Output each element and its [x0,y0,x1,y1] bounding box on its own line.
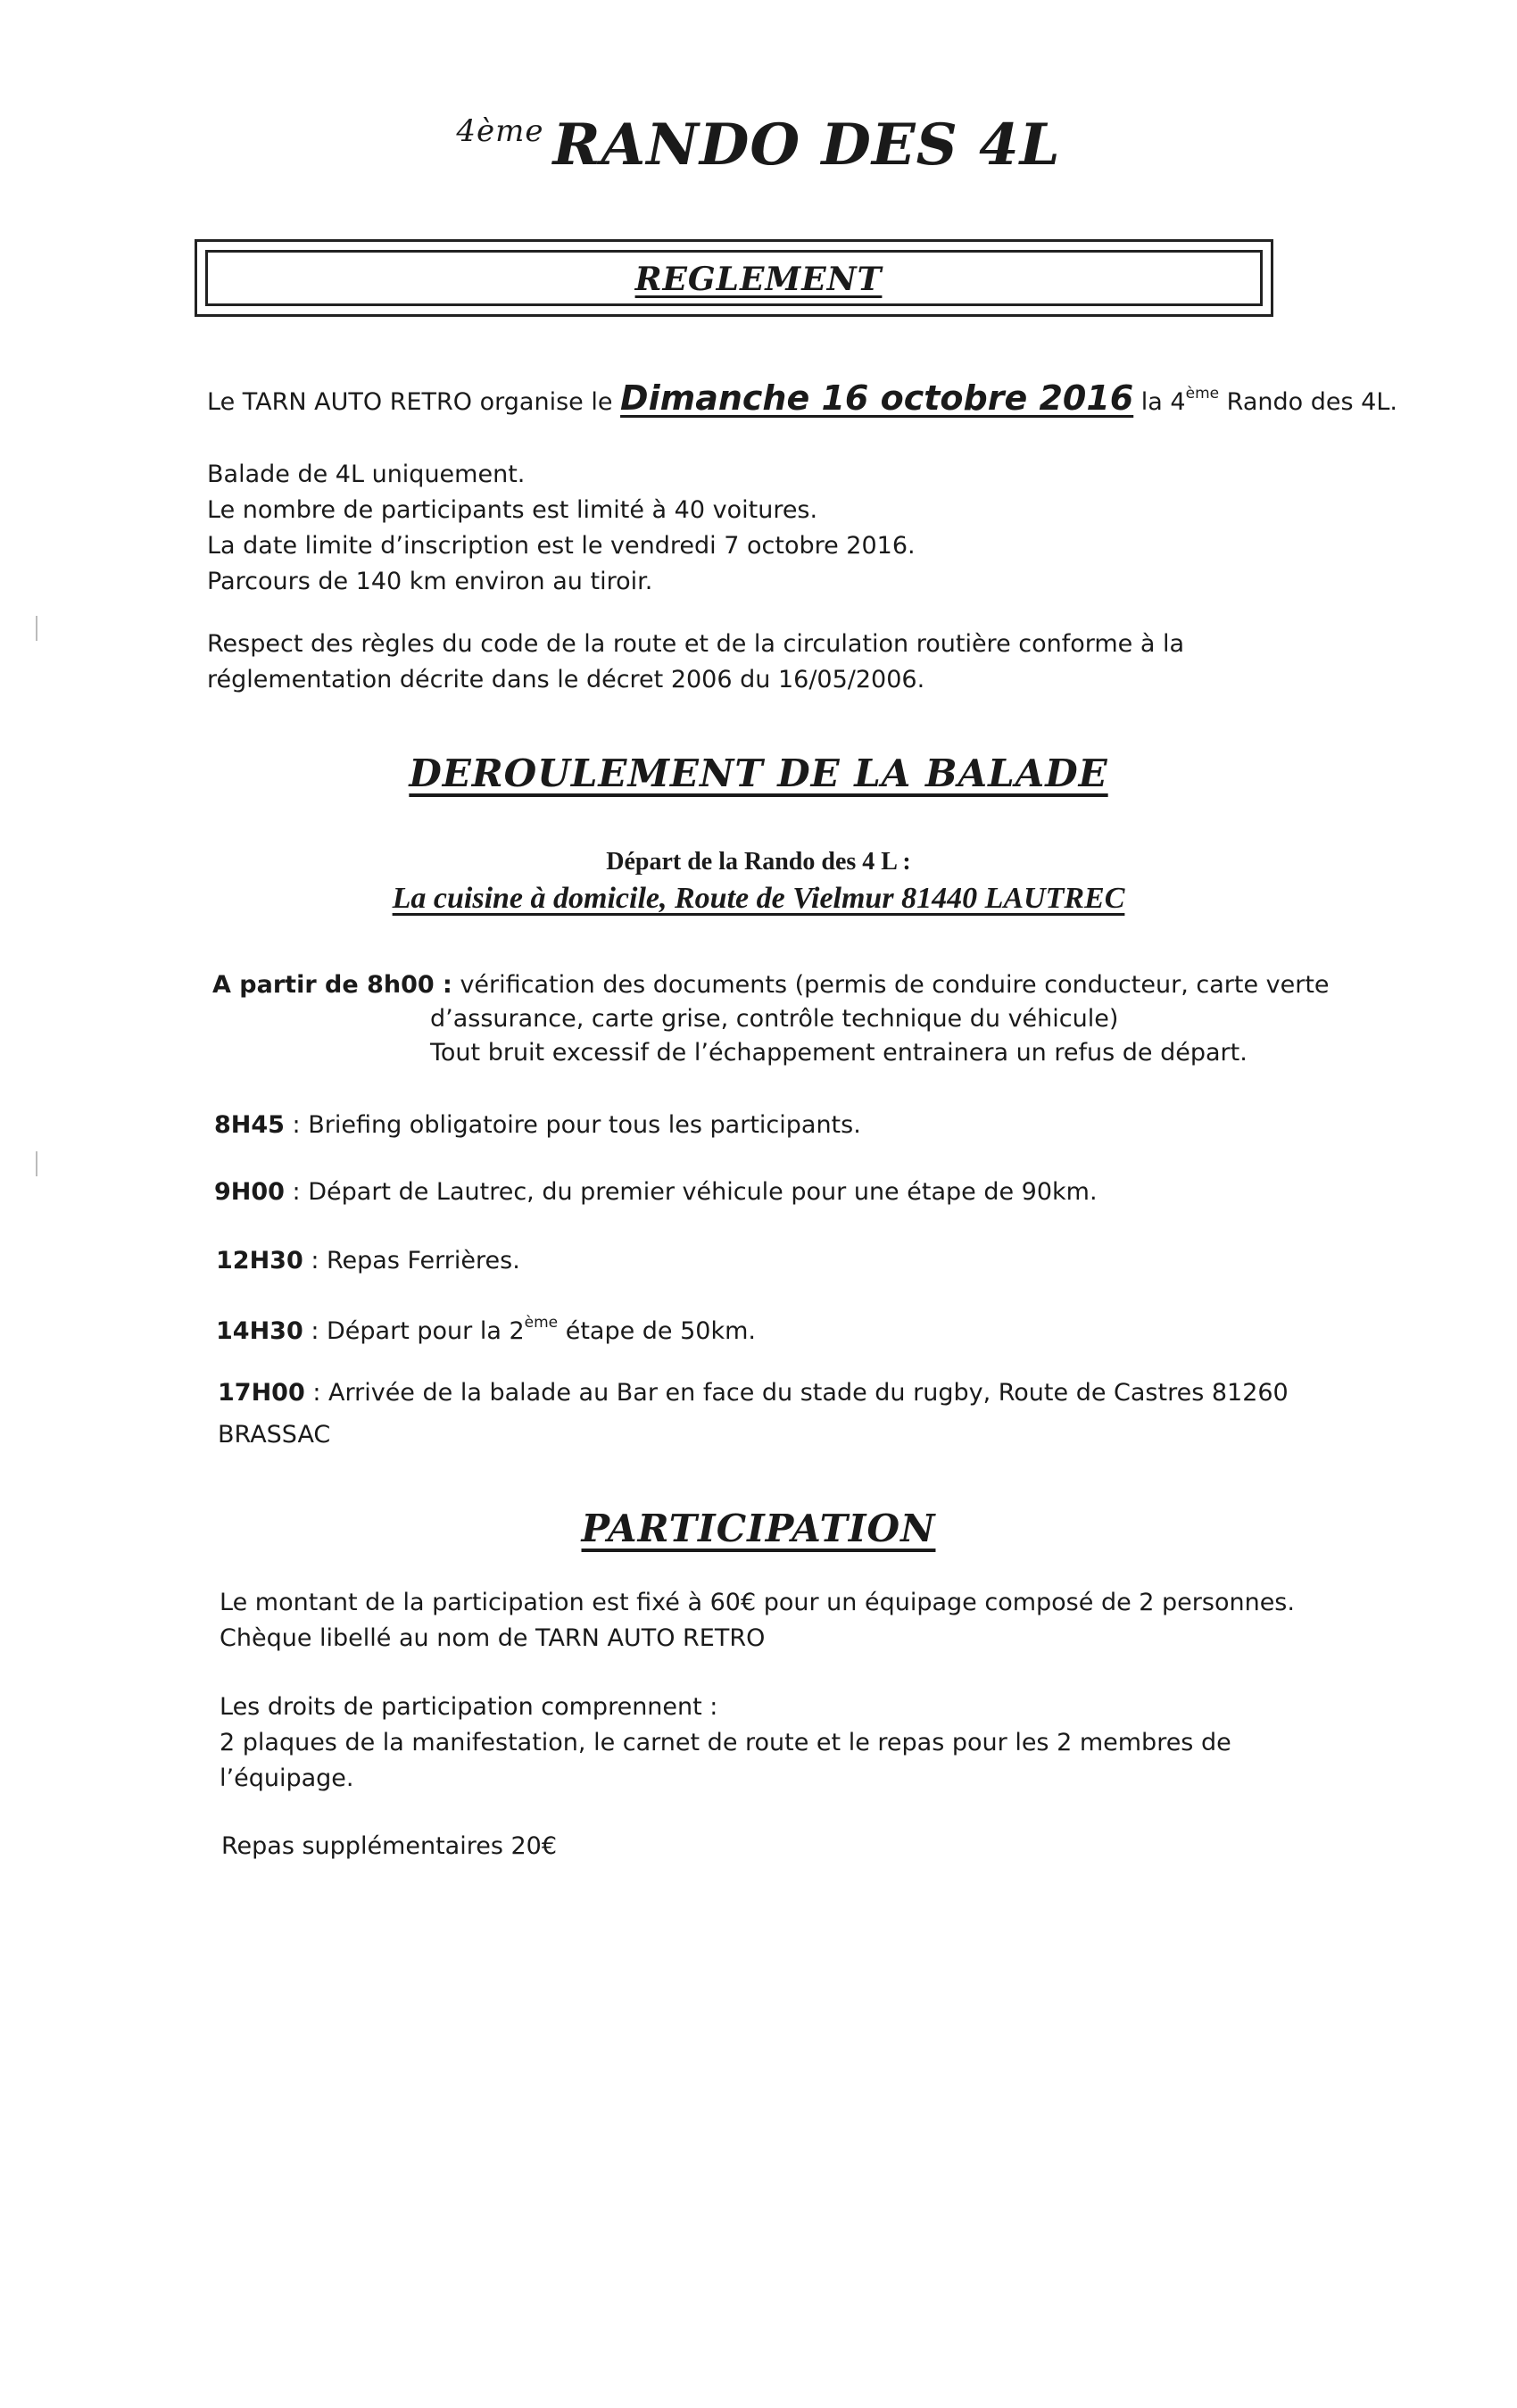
participation-line: Chèque libellé au nom de TARN AUTO RETRO [220,1624,766,1652]
scan-mark [36,616,37,641]
schedule-text: : Arrivée de la balade au Bar en face du stade du rugby, Route de Castres 81260 [304,1379,1289,1407]
section-deroulement: DEROULEMENT DE LA BALADE [409,751,1108,795]
depart-heading: Départ de la Rando des 4 L : [606,848,911,876]
schedule-text: : Briefing obligatoire pour tous les participants. [284,1111,861,1139]
respect-line: Respect des règles du code de la route et de la circulation routière conforme à la [207,630,1185,658]
schedule-first-line3: Tout bruit excessif de l’échappement entrainera un refus de départ. [430,1039,1248,1067]
schedule-time: 8H45 [214,1111,285,1139]
intro-before: Le TARN AUTO RETRO organise le [207,388,621,416]
schedule-text: étape de 50km. [558,1317,756,1345]
schedule-item [214,1111,861,1139]
schedule-time: 17H00 [218,1379,305,1407]
schedule-first-line2: d’assurance, carte grise, contrôle technique du véhicule) [430,1005,1119,1033]
participation-line: 2 plaques de la manifestation, le carnet de route et le repas pour les 2 membres de [220,1729,1231,1756]
schedule-text: : Départ de Lautrec, du premier véhicule pour une étape de 90km. [284,1178,1098,1206]
page-title [0,112,1517,179]
rule-line: Le nombre de participants est limité à 40 voitures. [207,496,818,524]
participation-line: Le montant de la participation est fixé à 60€ pour un équipage composé de 2 personnes. [220,1589,1295,1616]
title-prefix: 4 [456,113,477,149]
section-participation: PARTICIPATION [581,1507,936,1550]
schedule-time: 14H30 [216,1317,303,1345]
event-date: Dimanche 16 octobre 2016 [620,378,1134,418]
schedule-item [216,1247,520,1275]
schedule-arrivee-line2: BRASSAC [218,1421,331,1449]
schedule-item [216,1314,756,1345]
depart-address: La cuisine à domicile, Route de Vielmur 81440 LAUTREC [392,882,1125,915]
participation-line: Repas supplémentaires 20€ [221,1832,558,1860]
intro-after-2: Rando des 4L. [1219,388,1397,416]
participation-line: Les droits de participation comprennent : [220,1693,718,1721]
rule-line: La date limite d’inscription est le vendredi 7 octobre 2016. [207,532,916,560]
rule-line: Parcours de 140 km environ au tiroir. [207,568,653,595]
scan-mark [36,1151,37,1176]
schedule-text: : Départ pour la 2 [303,1317,525,1345]
reglement-heading: REGLEMENT [634,261,883,298]
schedule-text: : Repas Ferrières. [303,1247,520,1275]
schedule-time: A partir de 8h00 : [212,971,452,999]
respect-line: réglementation décrite dans le décret 2006 du 16/05/2006. [207,666,925,693]
title-sup: ème [476,113,544,149]
schedule-first-line [212,971,1330,999]
schedule-item [214,1178,1098,1206]
intro-after-1: la 4 [1133,388,1186,416]
schedule-time: 12H30 [216,1247,303,1275]
intro-sup: ème [1185,385,1220,403]
schedule-text: vérification des documents (permis de conduire conducteur, carte verte [452,971,1330,999]
intro-line [207,378,1397,418]
participation-line: l’équipage. [220,1764,354,1792]
schedule-item [218,1379,1289,1407]
title-text: RANDO DES 4L [552,112,1061,179]
schedule-sup: ème [524,1314,559,1332]
rule-line: Balade de 4L uniquement. [207,461,526,488]
schedule-time: 9H00 [214,1178,285,1206]
